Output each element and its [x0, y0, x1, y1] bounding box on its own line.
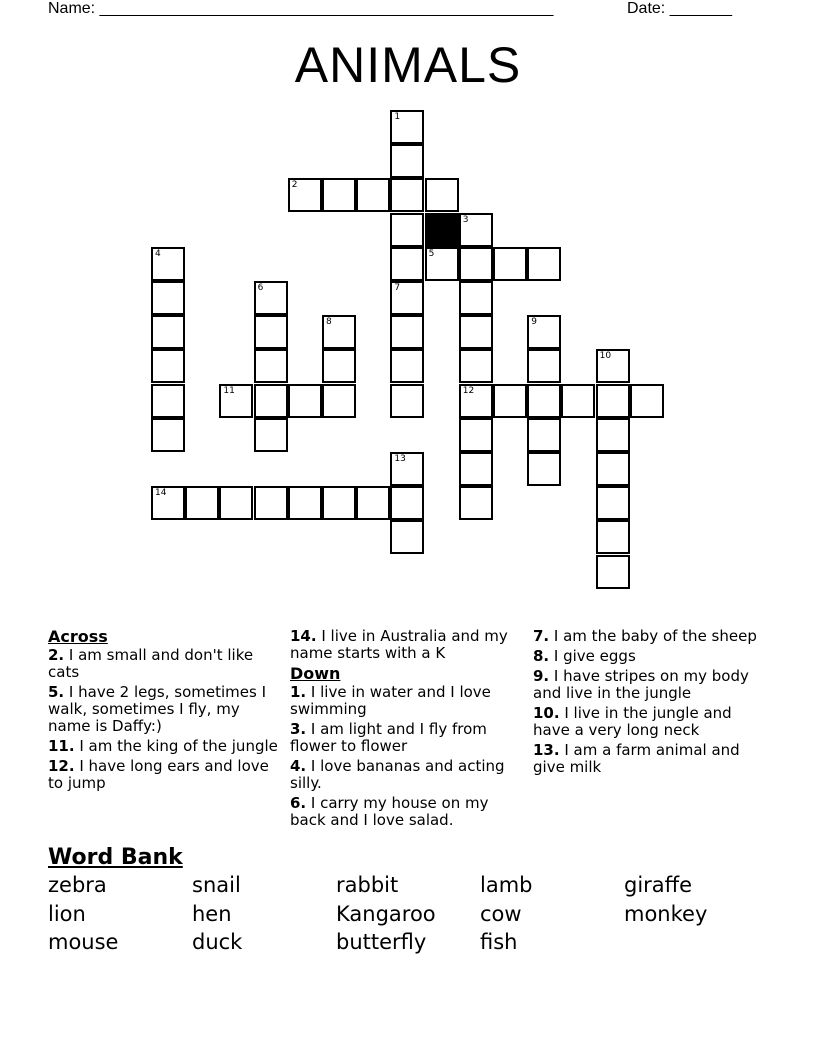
grid-cell[interactable]	[527, 315, 561, 349]
grid-cell[interactable]	[527, 418, 561, 452]
clue-number: 7	[394, 283, 401, 293]
grid-block-cell	[425, 213, 459, 247]
grid-cell[interactable]	[151, 349, 185, 383]
grid-cell[interactable]	[219, 486, 253, 520]
grid-cell[interactable]	[151, 384, 185, 418]
grid-cell[interactable]	[356, 486, 390, 520]
grid-cell[interactable]	[390, 349, 424, 383]
name-field: Name: ___________________________________________________	[48, 0, 554, 17]
grid-cell[interactable]	[493, 247, 527, 281]
grid-cell[interactable]	[390, 144, 424, 178]
clue-across-2: 2. I am small and don't like cats	[48, 646, 254, 681]
clue-down-1: 1. I live in water and I love swimming	[290, 683, 491, 718]
clue-number: 9	[531, 317, 537, 328]
across-heading: Across	[48, 627, 108, 646]
word-bank-item: rabbit	[336, 873, 399, 897]
grid-cell[interactable]	[596, 349, 630, 383]
clue-number: 5	[428, 248, 435, 259]
grid-cell[interactable]	[527, 247, 561, 281]
grid-cell[interactable]	[459, 315, 493, 349]
clue-number: 6	[257, 283, 264, 293]
grid-cell[interactable]	[151, 315, 185, 349]
grid-cell[interactable]	[151, 486, 185, 520]
word-bank-item: giraffe	[624, 873, 693, 897]
grid-cell[interactable]	[288, 384, 322, 418]
grid-cell[interactable]	[288, 486, 322, 520]
word-bank-item: lion	[48, 902, 86, 926]
grid-cell[interactable]	[425, 247, 459, 281]
grid-cell[interactable]	[459, 452, 493, 486]
clue-down-7: 7. I am the baby of the sheep	[533, 627, 757, 645]
grid-cell[interactable]	[151, 247, 185, 281]
grid-cell[interactable]	[390, 315, 424, 349]
word-bank-item: hen	[192, 902, 232, 926]
clue-down-4: 4. I love bananas and acting silly.	[290, 757, 505, 792]
clue-across-5: 5. I have 2 legs, sometimes I walk, sometimes I fly, my name is Daffy:)	[48, 683, 266, 735]
grid-cell[interactable]	[459, 486, 493, 520]
grid-cell[interactable]	[630, 384, 664, 418]
clue-down-3: 3. I am light and I fly from flower to flower	[290, 720, 487, 755]
grid-cell[interactable]	[459, 418, 493, 452]
grid-cell[interactable]	[459, 213, 493, 247]
clue-number: 4	[155, 248, 161, 259]
grid-cell[interactable]	[185, 486, 219, 520]
word-bank-item: zebra	[48, 873, 107, 897]
clue-down-13: 13. I am a farm animal and give milk	[533, 741, 740, 776]
grid-cell[interactable]	[254, 486, 288, 520]
grid-cell[interactable]	[254, 349, 288, 383]
clue-number: 10	[599, 351, 612, 362]
clues-column-1	[48, 628, 278, 795]
clue-down-8: 8. I give eggs	[533, 647, 636, 665]
clue-number: 11	[223, 385, 235, 396]
clue-down-9: 9. I have stripes on my body and live in the jungle	[533, 667, 749, 702]
clues-column-2	[290, 628, 520, 832]
grid-cell[interactable]	[288, 178, 322, 212]
grid-cell[interactable]	[459, 247, 493, 281]
clue-across-12: 12. I have long ears and love to jump	[48, 757, 269, 792]
word-bank-item: snail	[192, 873, 241, 897]
page-title: ANIMALS	[294, 37, 522, 93]
grid-cell[interactable]	[596, 418, 630, 452]
grid-cell[interactable]	[322, 349, 356, 383]
grid-cell[interactable]	[322, 178, 356, 212]
grid-cell[interactable]	[254, 384, 288, 418]
grid-cell[interactable]	[390, 110, 424, 144]
clue-number: 14	[155, 488, 167, 499]
clue-down-6: 6. I carry my house on my back and I love salad.	[290, 794, 489, 829]
word-bank-title: Word Bank	[48, 845, 183, 870]
grid-cell[interactable]	[151, 281, 185, 315]
grid-cell[interactable]	[151, 418, 185, 452]
clue-across-14: 14. I live in Australia and my name starts with a K	[290, 627, 508, 662]
clue-number: 1	[394, 112, 401, 122]
clue-down-10: 10. I live in the jungle and have a very long neck	[533, 704, 732, 739]
grid-cell[interactable]	[596, 555, 630, 589]
word-bank-item: lamb	[480, 873, 533, 897]
grid-cell[interactable]	[459, 384, 493, 418]
grid-cell[interactable]	[425, 178, 459, 212]
word-bank-item: cow	[480, 902, 522, 926]
grid-cell[interactable]	[596, 486, 630, 520]
down-heading: Down	[290, 664, 341, 683]
clues-column-3	[533, 628, 768, 779]
grid-cell[interactable]	[254, 281, 288, 315]
clue-number: 12	[462, 385, 475, 396]
date-field: Date: _______	[627, 0, 732, 17]
clue-number: 13	[394, 454, 406, 464]
grid-cell[interactable]	[322, 384, 356, 418]
grid-cell[interactable]	[390, 247, 424, 281]
word-bank-item: mouse	[48, 930, 119, 954]
word-bank-item: fish	[480, 930, 518, 954]
grid-cell[interactable]	[219, 384, 253, 418]
word-bank-item: Kangaroo	[336, 902, 436, 926]
word-bank-item: monkey	[624, 902, 708, 926]
grid-cell[interactable]	[596, 384, 630, 418]
grid-cell[interactable]	[596, 520, 630, 554]
grid-cell[interactable]	[459, 349, 493, 383]
grid-cell[interactable]	[390, 281, 424, 315]
grid-cell[interactable]	[459, 281, 493, 315]
grid-cell[interactable]	[390, 486, 424, 520]
grid-cell[interactable]	[390, 520, 424, 554]
clue-number: 8	[326, 317, 332, 328]
grid-cell[interactable]	[527, 349, 561, 383]
word-bank-item: duck	[192, 930, 243, 954]
grid-cell[interactable]	[596, 452, 630, 486]
grid-cell[interactable]	[390, 384, 424, 418]
grid-cell[interactable]	[390, 178, 424, 212]
grid-cell[interactable]	[561, 384, 595, 418]
clue-number: 2	[291, 180, 298, 191]
clue-number: 3	[462, 214, 469, 225]
grid-cell[interactable]	[493, 384, 527, 418]
grid-cell[interactable]	[322, 315, 356, 349]
grid-cell[interactable]	[390, 452, 424, 486]
grid-cell[interactable]	[527, 384, 561, 418]
grid-cell[interactable]	[356, 178, 390, 212]
grid-cell[interactable]	[390, 213, 424, 247]
grid-cell[interactable]	[254, 315, 288, 349]
grid-cell[interactable]	[527, 452, 561, 486]
clue-across-11: 11. I am the king of the jungle	[48, 737, 278, 755]
word-bank-item: butterfly	[336, 930, 427, 954]
grid-cell[interactable]	[322, 486, 356, 520]
grid-cell[interactable]	[254, 418, 288, 452]
